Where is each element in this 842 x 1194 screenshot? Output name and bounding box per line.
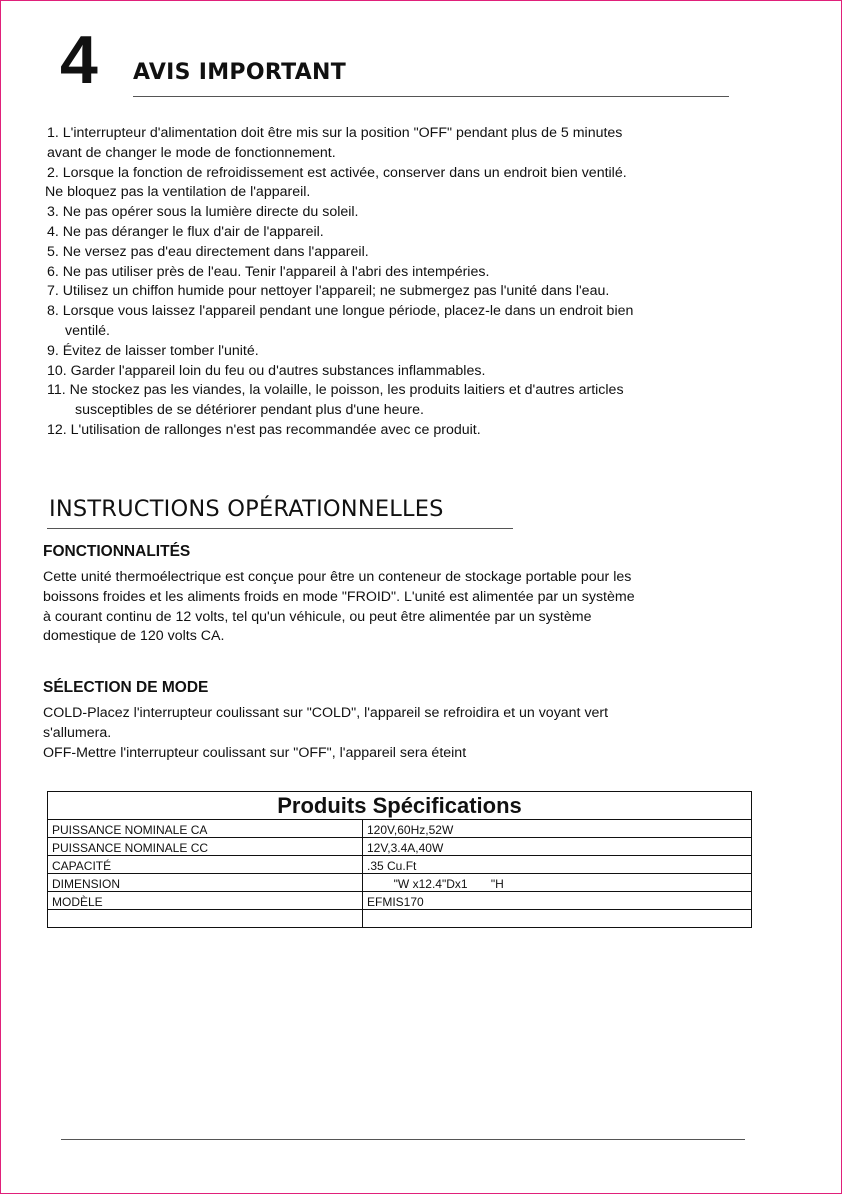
spec-label: PUISSANCE NOMINALE CA: [48, 820, 363, 838]
mode-heading: SÉLECTION DE MODE: [43, 679, 209, 696]
paragraph-line: boissons froides et les aliments froids en mode "FROID". L'unité est alimentée par un système: [43, 588, 635, 605]
paragraph-line: COLD-Placez l'interrupteur coulissant sur "COLD", l'appareil se refroidira et un voyant vert: [43, 705, 609, 721]
notice-line: 10. Garder l'appareil loin du feu ou d'autres substances inflammables.: [47, 362, 486, 379]
features-paragraph: [43, 568, 763, 647]
notice-line: susceptibles de se détériorer pendant plus d'une heure.: [75, 402, 424, 419]
features-heading: FONCTIONNALITÉS: [43, 543, 191, 560]
paragraph-line: Cette unité thermoélectrique est conçue pour être un conteneur de stockage portable pour les: [43, 569, 632, 585]
spec-label: [48, 910, 363, 928]
spec-label: DIMENSION: [48, 874, 363, 892]
table-row: [48, 838, 752, 856]
notice-line: 8. Lorsque vous laissez l'appareil pendant une longue période, placez-le dans un endroit bien: [47, 303, 634, 320]
notice-line: 4. Ne pas déranger le flux d'air de l'appareil.: [47, 223, 324, 240]
spec-value: EFMIS170: [363, 892, 752, 910]
spec-value: 120V,60Hz,52W: [363, 820, 752, 838]
notice-line: 9. Évitez de laisser tomber l'unité.: [47, 342, 259, 359]
notice-line: 2. Lorsque la fonction de refroidissement est activée, conserver dans un endroit bien ventilé.: [47, 164, 627, 181]
notice-line: 12. L'utilisation de rallonges n'est pas recommandée avec ce produit.: [47, 421, 481, 438]
spec-table-title: Produits Spécifications: [48, 792, 752, 820]
spec-value: [363, 910, 752, 928]
notice-line: 5. Ne versez pas d'eau directement dans l'appareil.: [47, 243, 369, 260]
spec-value: .35 Cu.Ft: [363, 856, 752, 874]
section-title: INSTRUCTIONS OPÉRATIONNELLES: [49, 496, 444, 522]
spec-label: MODÈLE: [48, 892, 363, 910]
mode-paragraph: [43, 704, 763, 763]
notice-list: [47, 124, 767, 441]
title-divider: [133, 96, 729, 97]
spec-table-header: [48, 792, 752, 820]
notice-line: 1. L'interrupteur d'alimentation doit être mis sur la position "OFF" pendant plus de 5 minutes: [47, 125, 623, 141]
table-row: [48, 892, 752, 910]
paragraph-line: s'allumera.: [43, 724, 112, 741]
spec-label: CAPACITÉ: [48, 856, 363, 874]
spec-value: "W x12.4"Dx1 "H: [363, 874, 752, 892]
chapter-title: AVIS IMPORTANT: [133, 60, 347, 85]
paragraph-line: à courant continu de 12 volts, tel qu'un véhicule, ou peut être alimentée par un système: [43, 608, 592, 625]
notice-line: Ne bloquez pas la ventilation de l'appareil.: [45, 184, 311, 201]
spec-label: PUISSANCE NOMINALE CC: [48, 838, 363, 856]
notice-line: 3. Ne pas opérer sous la lumière directe du soleil.: [47, 204, 359, 221]
notice-line: 11. Ne stockez pas les viandes, la volaille, le poisson, les produits laitiers et d'autres articles: [47, 382, 624, 399]
notice-line: ventilé.: [65, 322, 110, 339]
section-divider: [47, 528, 513, 529]
notice-line: 6. Ne pas utiliser près de l'eau. Tenir l'appareil à l'abri des intempéries.: [47, 263, 490, 280]
table-row: [48, 820, 752, 838]
spec-table: [47, 791, 752, 928]
footer-divider: [61, 1139, 745, 1140]
table-row: [48, 910, 752, 928]
spec-value: 12V,3.4A,40W: [363, 838, 752, 856]
notice-line: avant de changer le mode de fonctionnement.: [47, 144, 336, 161]
chapter-number: 4: [60, 22, 98, 98]
paragraph-line: domestique de 120 volts CA.: [43, 628, 225, 645]
table-row: [48, 856, 752, 874]
table-row: [48, 874, 752, 892]
paragraph-line: OFF-Mettre l'interrupteur coulissant sur "OFF", l'appareil sera éteint: [43, 744, 467, 761]
notice-line: 7. Utilisez un chiffon humide pour nettoyer l'appareil; ne submergez pas l'unité dans l'eau.: [47, 283, 610, 300]
